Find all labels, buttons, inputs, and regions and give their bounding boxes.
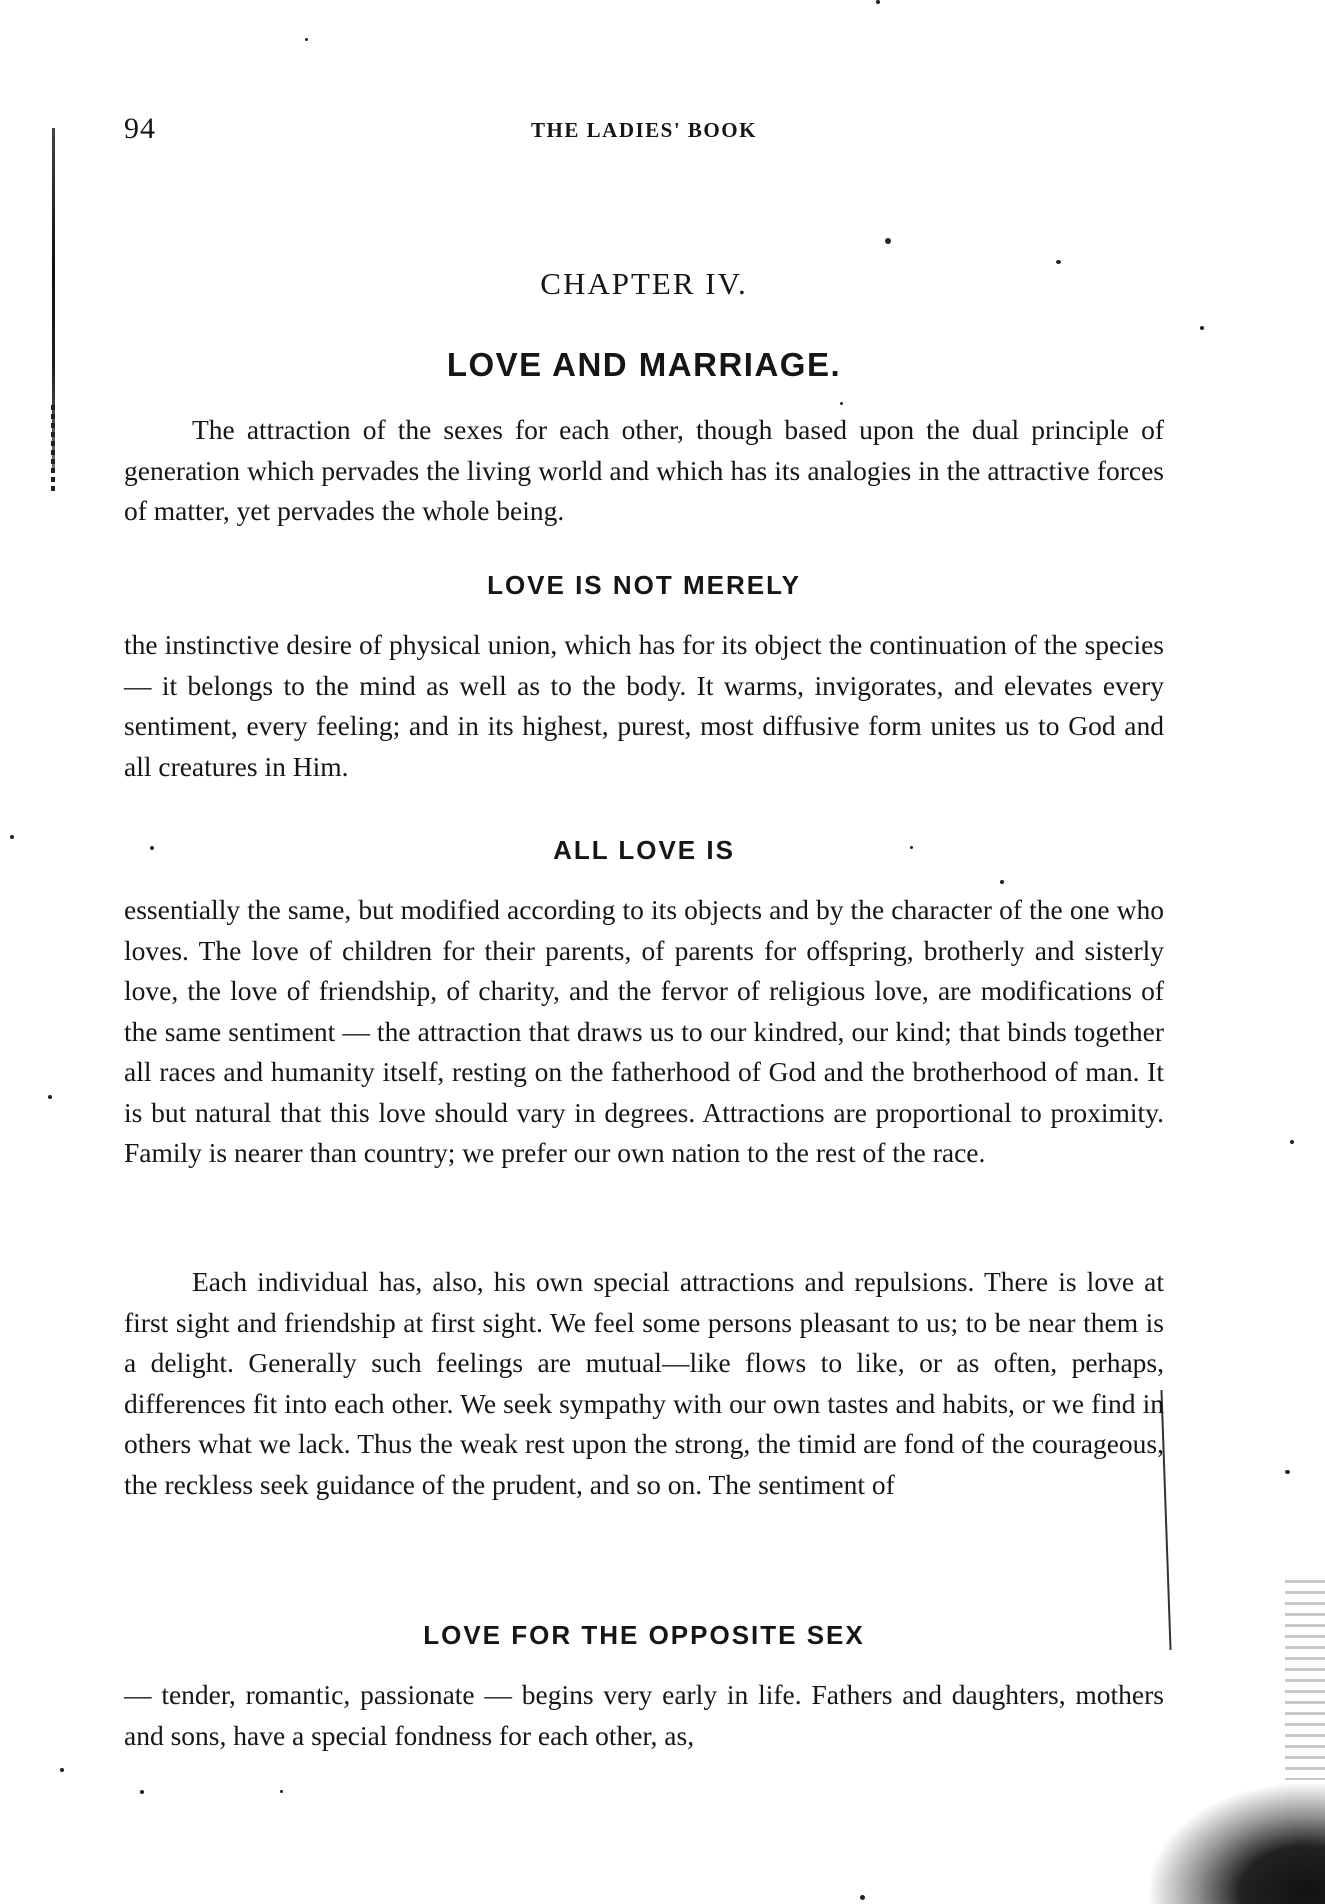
paragraph-3: essentially the same, but modified according to its objects and by the character of the one who loves. The love of children for their parents, of parents for offspring, brotherly and sisterly love, the love of friendship, of charity, and the fervor of religious love, are modifications of the same sentiment — the attraction that draws us to our kindred, our kind; that binds together all races and humanity itself, resting on the fatherhood of God and the brotherhood of man. It is but natural that this love should vary in degrees. Attractions are proportional to proximity. Family is nearer than country; we prefer our own nation to the rest of the race. [124,894,1164,1168]
scan-speck [305,38,308,41]
page-number: 94 [124,112,156,145]
subheading-all-love: ALL LOVE IS [553,835,735,865]
scan-speck [860,1895,865,1900]
scan-corner-blot [1150,1784,1325,1904]
chapter-title: LOVE AND MARRIAGE. [446,346,842,383]
paragraph-1: The attraction of the sexes for each other, though based upon the dual principle of generation which pervades the living world and which has its analogies in the attractive forces of matter, yet pervades the whole being. [124,414,1164,526]
scan-speck [1290,1140,1294,1144]
paragraph-2: the instinctive desire of physical union, which has for its object the continuation of the species — it belongs to the mind as well as to the body. It warms, invigorates, and elevates every sentiment, every feeling; and in its highest, purest, most diffusive form unites us to God and all creatures in Him. [124,629,1164,782]
scan-speck [60,1768,64,1772]
subheading-opposite-sex: LOVE FOR THE OPPOSITE SEX [423,1620,865,1650]
scan-speck [876,0,880,4]
scan-speck [140,1790,144,1794]
scan-speck [885,238,891,244]
running-head [124,112,1164,152]
scan-edge-noise [1285,1580,1325,1780]
scan-speck [48,1095,52,1099]
scan-speck [1285,1470,1290,1474]
scan-speck [1200,326,1204,330]
book-title: THE LADIES' BOOK [531,118,757,142]
subheading-not-merely: LOVE IS NOT MERELY [487,570,801,600]
scan-speck [10,835,14,839]
paragraph-4: Each individual has, also, his own special attractions and repulsions. There is love at first sight and friendship at first sight. We feel some persons pleasant to us; to be near them is a delight. Generally such feelings are mutual—like flows to like, or as often, perhaps, differences fit into each other. We seek sympathy with our own tastes and habits, or we find in others what we lack. Thus the weak rest upon the strong, the timid are fond of the courageous, the reckless seek guidance of the prudent, and so on. The sentiment of [124,1266,1164,1500]
scan-speck [280,1790,283,1793]
paragraph-5: — tender, romantic, passionate — begins very early in life. Fathers and daughters, mothers and sons, have a special fondness for each other, as, [124,1679,1164,1751]
scan-speck [1056,260,1061,264]
scan-speck [1000,880,1004,884]
scan-speck [840,402,843,405]
scan-margin-mark [51,405,55,495]
chapter-label: CHAPTER IV. [540,266,748,301]
